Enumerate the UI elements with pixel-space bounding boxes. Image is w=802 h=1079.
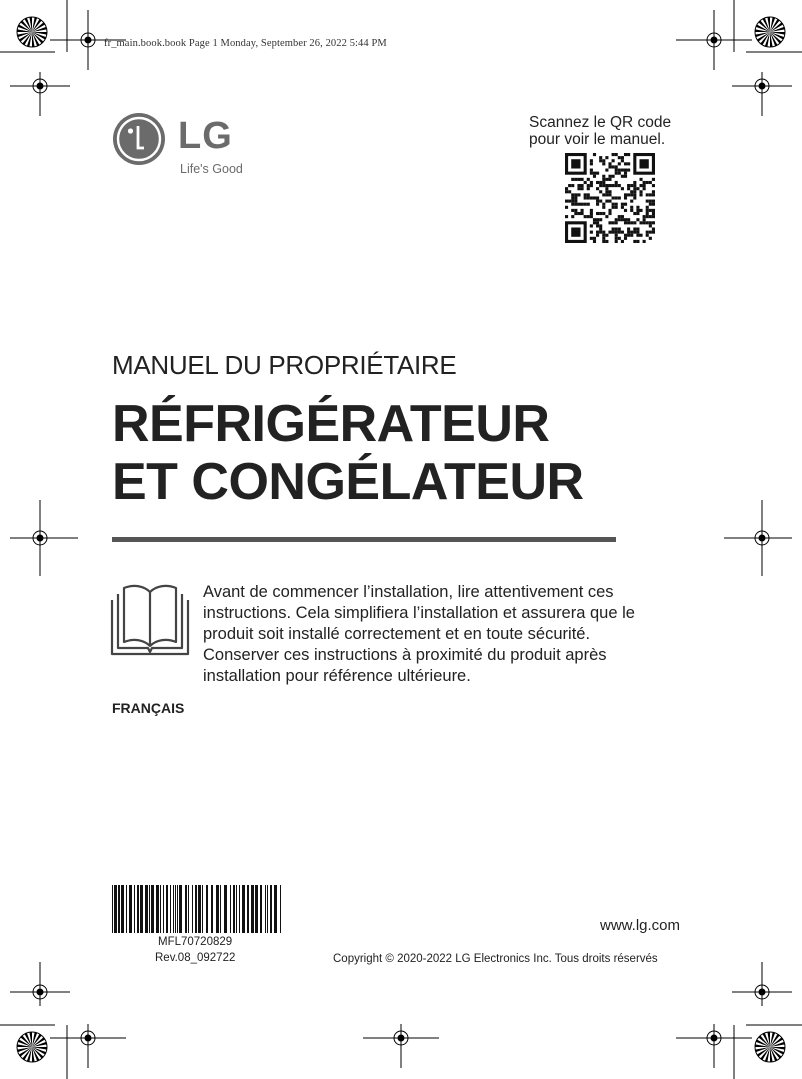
star-target-icon <box>17 1032 47 1062</box>
part-number: MFL70720829 <box>158 936 233 948</box>
star-target-icon <box>755 17 785 47</box>
registration-mark-icon <box>10 962 70 1006</box>
revision-number: Rev.08_092722 <box>155 952 236 964</box>
registration-mark-icon <box>724 500 792 576</box>
intro-line: instructions. Cela simplifiera l’installation et assurera que le <box>203 604 635 622</box>
registration-mark-icon <box>10 72 70 116</box>
title-divider <box>112 537 616 542</box>
language-label: FRANÇAIS <box>112 700 185 716</box>
intro-line: Conserver ces instructions à proximité du produit après <box>203 646 607 664</box>
document-title <box>112 395 584 511</box>
registration-mark-icon <box>50 1024 126 1068</box>
brand-tagline: Life's Good <box>180 162 243 176</box>
star-target-icon <box>755 1032 785 1062</box>
intro-line: installation pour référence ultérieure. <box>203 667 471 685</box>
document-subtitle: MANUEL DU PROPRIÉTAIRE <box>112 350 457 380</box>
qr-code-icon[interactable] <box>565 153 655 243</box>
star-target-icon <box>17 17 47 47</box>
qr-caption-line: Scannez le QR code <box>529 114 672 131</box>
title-line: RÉFRIGÉRATEUR <box>112 395 550 453</box>
brand-name: LG <box>178 115 233 157</box>
qr-caption <box>529 114 671 148</box>
registration-mark-icon <box>732 962 792 1006</box>
registration-mark-icon <box>676 10 752 70</box>
website-link[interactable]: www.lg.com <box>600 917 681 934</box>
registration-mark-icon <box>50 10 126 70</box>
title-line: ET CONGÉLATEUR <box>112 453 584 511</box>
barcode-icon <box>112 885 284 933</box>
registration-mark-icon <box>676 1024 752 1068</box>
intro-line: produit soit installé correctement et en toute sécurité. <box>203 625 591 643</box>
qr-caption-line: pour voir le manuel. <box>529 131 666 148</box>
registration-mark-icon <box>363 1024 439 1068</box>
registration-mark-icon <box>732 72 792 116</box>
intro-line: Avant de commencer l’installation, lire attentivement ces <box>203 583 614 601</box>
open-book-icon <box>110 582 190 658</box>
intro-paragraph <box>203 582 683 687</box>
print-slug: fr_main.book.book Page 1 Monday, September 26, 2022 5:44 PM <box>104 38 387 49</box>
lg-logo-icon <box>112 112 166 166</box>
copyright-notice: Copyright © 2020-2022 LG Electronics Inc. Tous droits réservés <box>333 953 658 965</box>
registration-mark-icon <box>10 500 78 576</box>
